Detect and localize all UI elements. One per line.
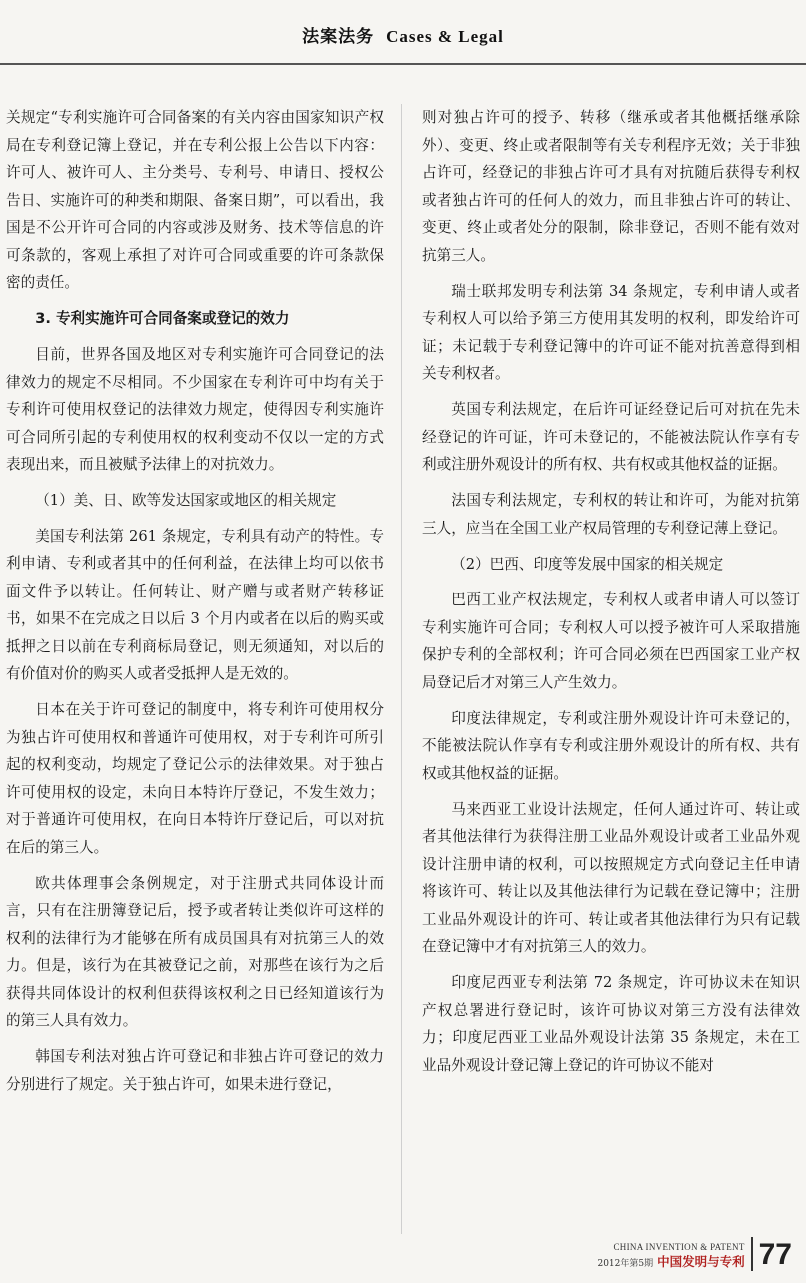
paragraph: 印度法律规定，专利或注册外观设计许可未登记的，不能被法院认作享有专利或注册外观设计的所有权、共有权或其他权益的证据。: [422, 709, 800, 782]
subheading: （2）巴西、印度等发展中国家的相关规定: [451, 555, 724, 573]
paragraph: 欧共体理事会条例规定，对于注册式共同体设计而言，只有在注册簿登记后，授予或者转让类似许可这样的权利的法律行为才能够在所有成员国具有对抗第三人的效力。但是，该行为在其被登记之前，对那些在该行为之后获得共同体设计的权利但获得该权利之日已经知道该行为的第三人具有效力。: [6, 874, 384, 1029]
paragraph: 印度尼西亚专利法第 72 条规定，许可协议未在知识产权总署进行登记时，该许可协议对第三方没有法律效力；印度尼西亚工业品外观设计法第 35 条规定，未在工业品外观设计登记簿上登记的许可协议不能对: [422, 974, 800, 1074]
header-rule: [0, 63, 806, 65]
section-title: [0, 22, 806, 47]
issue-label: 2012年第5期: [597, 1259, 654, 1269]
paragraph: 关规定“专利实施许可合同备案的有关内容由国家知识产权局在专利登记簿上登记，并在专利公报上公告以下内容：许可人、被许可人、主分类号、专利号、申请日、授权公告日、实施许可的种类和期限、备案日期”，可以看出，我国是不公开许可合同的内容或涉及财务、技术等信息的许可条款的，客观上承担了对许可合同或重要的许可条款保密的责任。: [6, 109, 384, 291]
journal-name-en: CHINA INVENTION & PATENT: [613, 1242, 745, 1252]
page-footer: [597, 1231, 792, 1271]
left-column: [6, 104, 384, 1107]
paragraph: 韩国专利法对独占许可登记和非独占许可登记的效力分别进行了规定。关于独占许可，如果未进行登记，: [6, 1048, 384, 1093]
journal-name-cn: 中国发明与专利: [657, 1254, 745, 1269]
section-title-en: Cases & Legal: [386, 27, 504, 46]
paragraph: 目前，世界各国及地区对专利实施许可合同登记的法律效力的规定不尽相同。不少国家在专利许可中均有关于专利许可使用权登记的法律效力规定，使得因专利实施许可合同所引起的专利使用权的权利变动不仅以一定的方式表现出来，而且被赋予法律上的对抗效力。: [6, 346, 384, 473]
column-divider: [401, 104, 402, 1234]
paragraph: 美国专利法第 261 条规定，专利具有动产的特性。专利申请、专利或者其中的任何利益，在法律上均可以依书面文件予以转让。任何转让、财产赠与或者财产转移证书，如果不在完成之日以后 3 个月内或者在以后的购买或抵押之日以前在专利商标局登记，则无须通知，对以后的有价值对价的购买人或者受抵押人是无效的。: [6, 527, 384, 682]
paragraph: 瑞士联邦发明专利法第 34 条规定，专利申请人或者专利权人可以给予第三方使用其发明的权利，即发给许可证；未记载于专利登记簿中的许可证不能对抗善意得到相关专利权者。: [422, 282, 800, 382]
journal-info: [597, 1241, 744, 1271]
paragraph: 则对独占许可的授予、转移（继承或者其他概括继承除外）、变更、终止或者限制等有关专利程序无效；关于非独占许可，经登记的非独占许可才具有对抗随后获得专利权或者独占许可的任何人的效力，而且非独占许可的转让、变更、终止或者处分的限制，除非登记，否则不能有效对抗第三人。: [422, 109, 800, 264]
paragraph: 日本在关于许可登记的制度中，将专利许可使用权分为独占许可使用权和普通许可使用权，对于专利许可所引起的权利变动，均规定了登记公示的法律效果。对于独占许可使用权的设定，未向日本特许厅登记，不发生效力；对于普通许可使用权，在向日本特许厅登记后，可以对抗在后的第三人。: [6, 701, 384, 856]
section-title-cn: 法案法务: [302, 27, 375, 47]
subheading: （1）美、日、欧等发达国家或地区的相关规定: [35, 492, 337, 509]
footer-separator: [751, 1237, 753, 1271]
section-heading: 3. 专利实施许可合同备案或登记的效力: [35, 310, 290, 327]
paragraph: 法国专利法规定，专利权的转让和许可，为能对抗第三人，应当在全国工业产权局管理的专利登记薄上登记。: [422, 492, 800, 537]
page-number: 77: [758, 1238, 792, 1271]
right-column: [422, 104, 800, 1088]
paragraph: 马来西亚工业设计法规定，任何人通过许可、转让或者其他法律行为获得注册工业品外观设计或者工业品外观设计注册申请的权利，可以按照规定方式向登记主任申请将该许可、转让以及其他法律行为记载在登记簿中；注册工业品外观设计的许可、转让或者其他法律行为只有记载在登记簿中才有对抗第三人的效力。: [422, 800, 800, 955]
paragraph: 巴西工业产权法规定，专利权人或者申请人可以签订专利实施许可合同；专利权人可以授予被许可人采取措施保护专利的全部权利；许可合同必须在巴西国家工业产权局登记后才对第三人产生效力。: [422, 591, 800, 691]
paragraph: 英国专利法规定，在后许可证经登记后可对抗在先未经登记的许可证，许可未登记的，不能被法院认作享有专利或注册外观设计的所有权、共有权或其他权益的证据。: [422, 401, 800, 473]
page-header: [0, 0, 806, 66]
